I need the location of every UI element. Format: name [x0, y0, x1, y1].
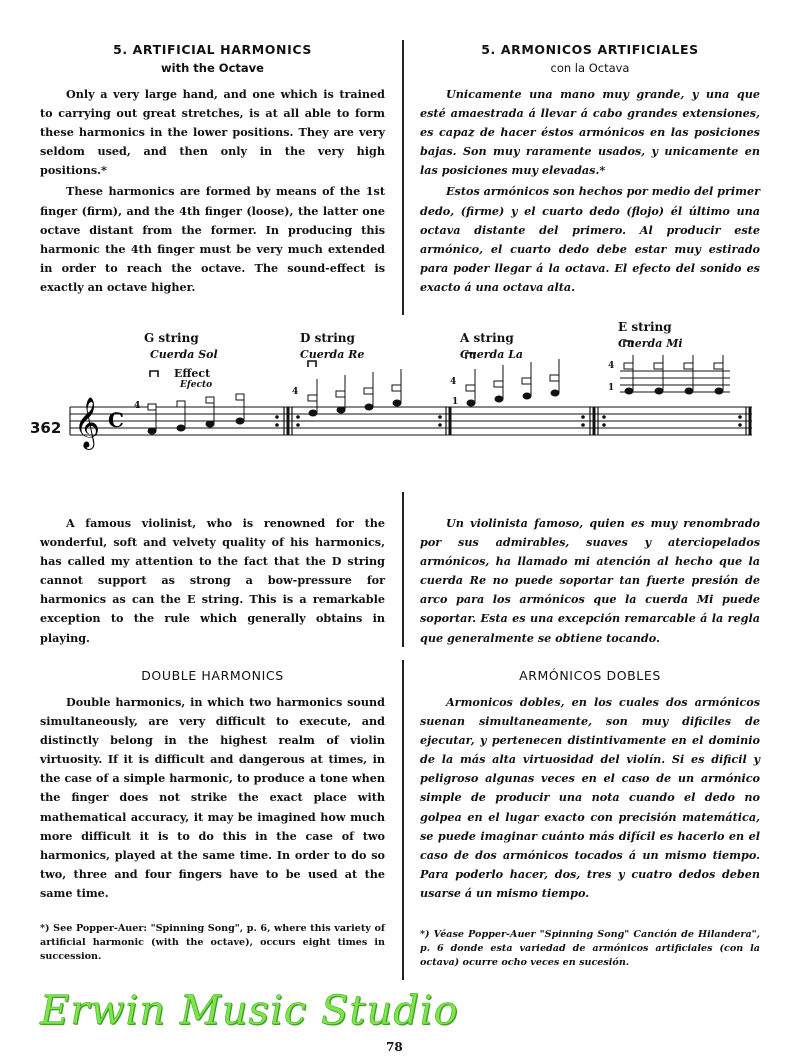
footnote-en	[40, 922, 385, 966]
example-number: 362	[30, 419, 62, 437]
paragraph: Only a very large hand, and one which is trained to carrying out great stretches, is at all able to form these harmonics in the lower positions. They are very seldom used, and then only in the very high positions.*	[40, 87, 385, 178]
string-label-e: E string	[618, 320, 672, 334]
section-d-string-note-en	[40, 514, 385, 650]
finger-number-4: 4	[608, 361, 615, 371]
section-artificial-harmonics-es	[420, 42, 760, 299]
section-d-string-note-es	[420, 514, 760, 650]
string-label-d-es: Cuerda Re	[300, 348, 365, 361]
staff-notation	[30, 315, 770, 465]
paragraph: Armonicos dobles, en los cuales dos armónicos suenan simultaneamente, son muy dificiles de ejecutar, y pertenecen distintivamente en el dominio de la más alta virtuosidad del violín. Si es dificil y peligroso algunas veces en el caso de un armónico simple de producir una nota cuando el dedo no golpea en el lugar exacto con precisión matemática, se puede imaginar cuánto más difícil es hacerlo en el caso de dos armónicos tocados á un mismo tiempo. Para poderlo hacer, dos, tres y cuatro dedos deben usarse á un mismo tiempo.	[420, 695, 760, 900]
effect-label: Effect	[174, 367, 211, 380]
finger-number-4: 4	[134, 401, 141, 411]
section-title: DOUBLE HARMONICS	[141, 668, 284, 683]
string-label-g-es: Cuerda Sol	[150, 348, 218, 361]
string-label-e-es: Cuerda Mi	[618, 337, 683, 350]
section-double-harmonics-es	[420, 668, 760, 905]
paragraph: Unicamente una mano muy grande, y una que esté amaestrada á llevar á cabo grandes extensiones, es capaz de hacer éstos armónicos en las posiciones bajas. Son muy raramente usados, y unicamente en las posiciones muy elevadas.*	[420, 87, 760, 178]
svg-text:𝄞: 𝄞	[74, 397, 101, 448]
paragraph: A famous violinist, who is renowned for the wonderful, soft and velvety quality of his harmonics, has called my attention to the fact that the D string cannot support as strong a bow-pressure for harmonics as can the E string. This is a remarkable exception to the rule which generally obtains in playing.	[40, 516, 385, 645]
page-number: 78	[386, 1040, 403, 1054]
finger-number-4: 4	[292, 387, 299, 397]
section-title: 5. ARMONICOS ARTIFICIALES	[481, 42, 699, 57]
effect-label-es: Efecto	[180, 380, 213, 390]
section-title: 5. ARTIFICIAL HARMONICS	[113, 42, 312, 57]
section-title: ARMÓNICOS DOBLES	[519, 668, 661, 683]
paragraph: Estos armónicos son hechos por medio del primer dedo, (firme) y el cuarto dedo (flojo) él último una octava distante del primero. Al producir este armónico, el cuarto dedo debe estar muy estirado para poder llegar á la octava. El efecto del sonido es exacto á una octava alta.	[420, 184, 760, 294]
column-divider-middle	[402, 492, 404, 647]
string-label-a-es: Cuerda La	[460, 348, 524, 361]
svg-text:C: C	[108, 408, 124, 432]
section-double-harmonics-en	[40, 668, 385, 905]
finger-number-1: 1	[452, 397, 459, 407]
column-divider-bottom	[402, 660, 404, 980]
string-label-a: A string	[460, 331, 514, 345]
string-label-g: G string	[144, 331, 199, 345]
watermark-logo: Erwin Music Studio	[40, 988, 459, 1034]
finger-number-1: 1	[608, 383, 615, 393]
paragraph: Un violinista famoso, quien es muy renombrado por sus admirables, suaves y aterciopelados armónicos, ha llamado mi atención al hecho que la cuerda Re no puede soportar tan fuerte presión de arco para los armónicos que la cuerda Mi puede soportar. Esta es una excepción remarcable á la regla que generalmente se obtiene tocando.	[420, 516, 760, 645]
section-subtitle: con la Octava	[550, 61, 630, 75]
section-subtitle: with the Octave	[161, 61, 264, 75]
music-example	[30, 315, 770, 465]
string-label-d: D string	[300, 331, 355, 345]
column-divider-top	[402, 40, 404, 315]
paragraph: Double harmonics, in which two harmonics sound simultaneously, are very difficult to execute, and distinctly belong in the highest realm of violin virtuosity. If it is difficult and dangerous at times, in the case of a simple harmonic, to produce a tone when the finger does not strike the exact place with mathematical accuracy, it may be imagined how much more difficult it is to do this in the case of two harmonics, played at the same time. In order to do so two, three and four fingers have to be used at the same time.	[40, 695, 385, 900]
finger-number-4: 4	[450, 377, 457, 387]
footnote-text: *) Véase Popper-Auer "Spinning Song" Canción de Hilandera", p. 6 donde esta variedad de armónicos artificiales (con la octava) ocurre ocho veces en sucesión.	[420, 929, 760, 968]
paragraph: These harmonics are formed by means of the 1st finger (firm), and the 4th finger (loose), the latter one octave distant from the former. In producing this harmonic the 4th finger must be very much extended in order to reach the octave. The sound-effect is exactly an octave higher.	[40, 184, 385, 294]
section-artificial-harmonics-en	[40, 42, 385, 299]
footnote-es	[420, 928, 760, 972]
footnote-text: *) See Popper-Auer: "Spinning Song", p. 6, where this variety of artificial harmonic (with the octave), occurs eight times in succession.	[40, 923, 385, 962]
